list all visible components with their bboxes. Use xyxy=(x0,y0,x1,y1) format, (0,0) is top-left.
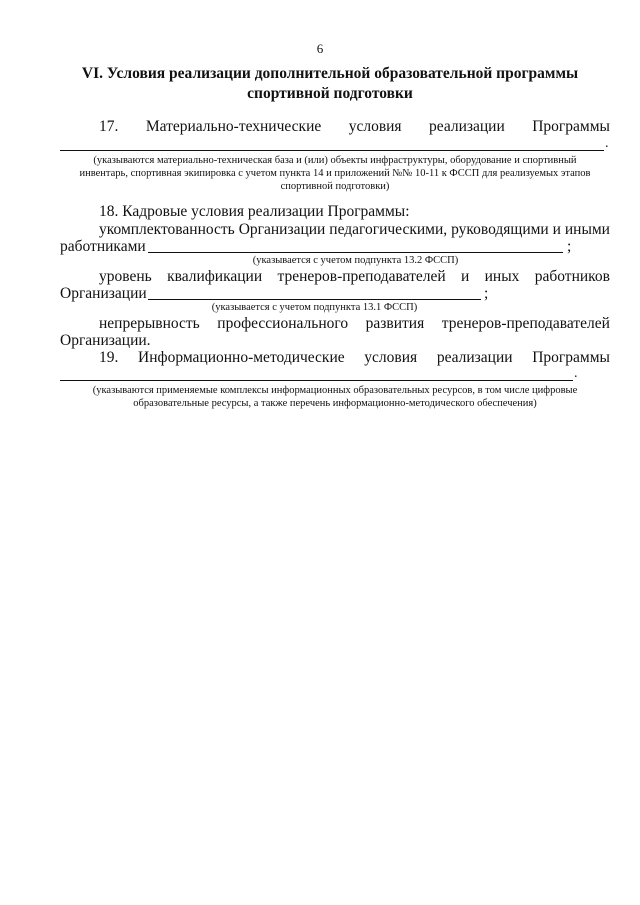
qualification-word: и xyxy=(461,268,470,285)
item19-word: условия xyxy=(364,349,418,366)
staffing-word: педагогическими, xyxy=(329,221,448,238)
item19-note-line: образовательные ресурсы, а также перечень информационно-методического обеспечения) xyxy=(133,398,537,409)
qualification-note: (указывается с учетом подпункта 13.1 ФССП) xyxy=(211,302,418,313)
qualification-semicolon: ; xyxy=(484,285,489,302)
continuity-word: непрерывность xyxy=(99,315,200,332)
staffing-word: укомплектованность xyxy=(99,221,235,238)
item18-heading: 18. Кадровые условия реализации Программы: xyxy=(99,203,410,220)
continuity-word: профессионального xyxy=(217,315,349,332)
qualification-word: работников xyxy=(534,268,610,285)
item17-number: 17. xyxy=(99,118,119,135)
qualification-word: иных xyxy=(484,268,520,285)
item17-word: Материально-технические xyxy=(145,118,322,135)
item17-line xyxy=(99,118,610,136)
item17-word: Программы xyxy=(532,118,610,135)
staffing-line2-start: работниками xyxy=(60,238,146,255)
item17-period: . xyxy=(605,136,609,151)
continuity-line xyxy=(99,315,610,333)
section-title-line-1: VI. Условия реализации дополнительной образовательной программы xyxy=(81,65,579,82)
item17-note xyxy=(60,154,610,193)
staffing-fill-line xyxy=(148,252,563,253)
item19-number: 19. xyxy=(99,349,119,366)
item17-note-line: спортивной подготовки) xyxy=(280,181,390,192)
item19-fill-line xyxy=(60,380,573,381)
item17-word: реализации xyxy=(429,118,505,135)
item17-fill-line xyxy=(60,150,604,151)
staffing-note: (указывается с учетом подпункта 13.2 ФССП) xyxy=(252,255,459,266)
continuity-word: тренеров-преподавателей xyxy=(441,315,610,332)
page-number: 6 xyxy=(316,41,324,56)
item17-note-line: (указываются материально-техническая база и (или) объекты инфраструктуры, оборудование и спортивный xyxy=(93,155,577,166)
staffing-word: руководящими xyxy=(451,221,549,238)
staffing-word: Организации xyxy=(238,221,326,238)
item17-note-line: инвентарь, спортивная экипировка с учетом пункта 14 и приложений №№ 10-11 к ФССП для реализуемых этапов xyxy=(79,168,591,179)
item19-word: Программы xyxy=(532,349,610,366)
qualification-fill-line xyxy=(148,299,481,300)
qualification-word: тренеров-преподавателей xyxy=(277,268,446,285)
qualification-line xyxy=(99,268,610,286)
item19-word: Информационно-методические xyxy=(138,349,345,366)
item19-line xyxy=(99,349,610,367)
item19-word: реализации xyxy=(436,349,513,366)
section-title-line-2: спортивной подготовки xyxy=(247,85,413,102)
qualification-word: квалификации xyxy=(167,268,263,285)
item19-period: . xyxy=(574,366,578,381)
staffing-word: иными xyxy=(564,221,610,238)
staffing-line xyxy=(99,221,610,239)
continuity-line2: Организации. xyxy=(60,332,151,349)
staffing-semicolon: ; xyxy=(567,238,572,255)
item19-note-line: (указываются применяемые комплексы информационных образовательных ресурсов, в том числе цифровые xyxy=(92,385,578,396)
item19-note xyxy=(60,384,610,410)
staffing-word: и xyxy=(552,221,561,238)
qualification-word: уровень xyxy=(99,268,152,285)
item17-word: условия xyxy=(348,118,402,135)
qualification-line2-start: Организации xyxy=(60,285,147,302)
continuity-word: развития xyxy=(365,315,425,332)
